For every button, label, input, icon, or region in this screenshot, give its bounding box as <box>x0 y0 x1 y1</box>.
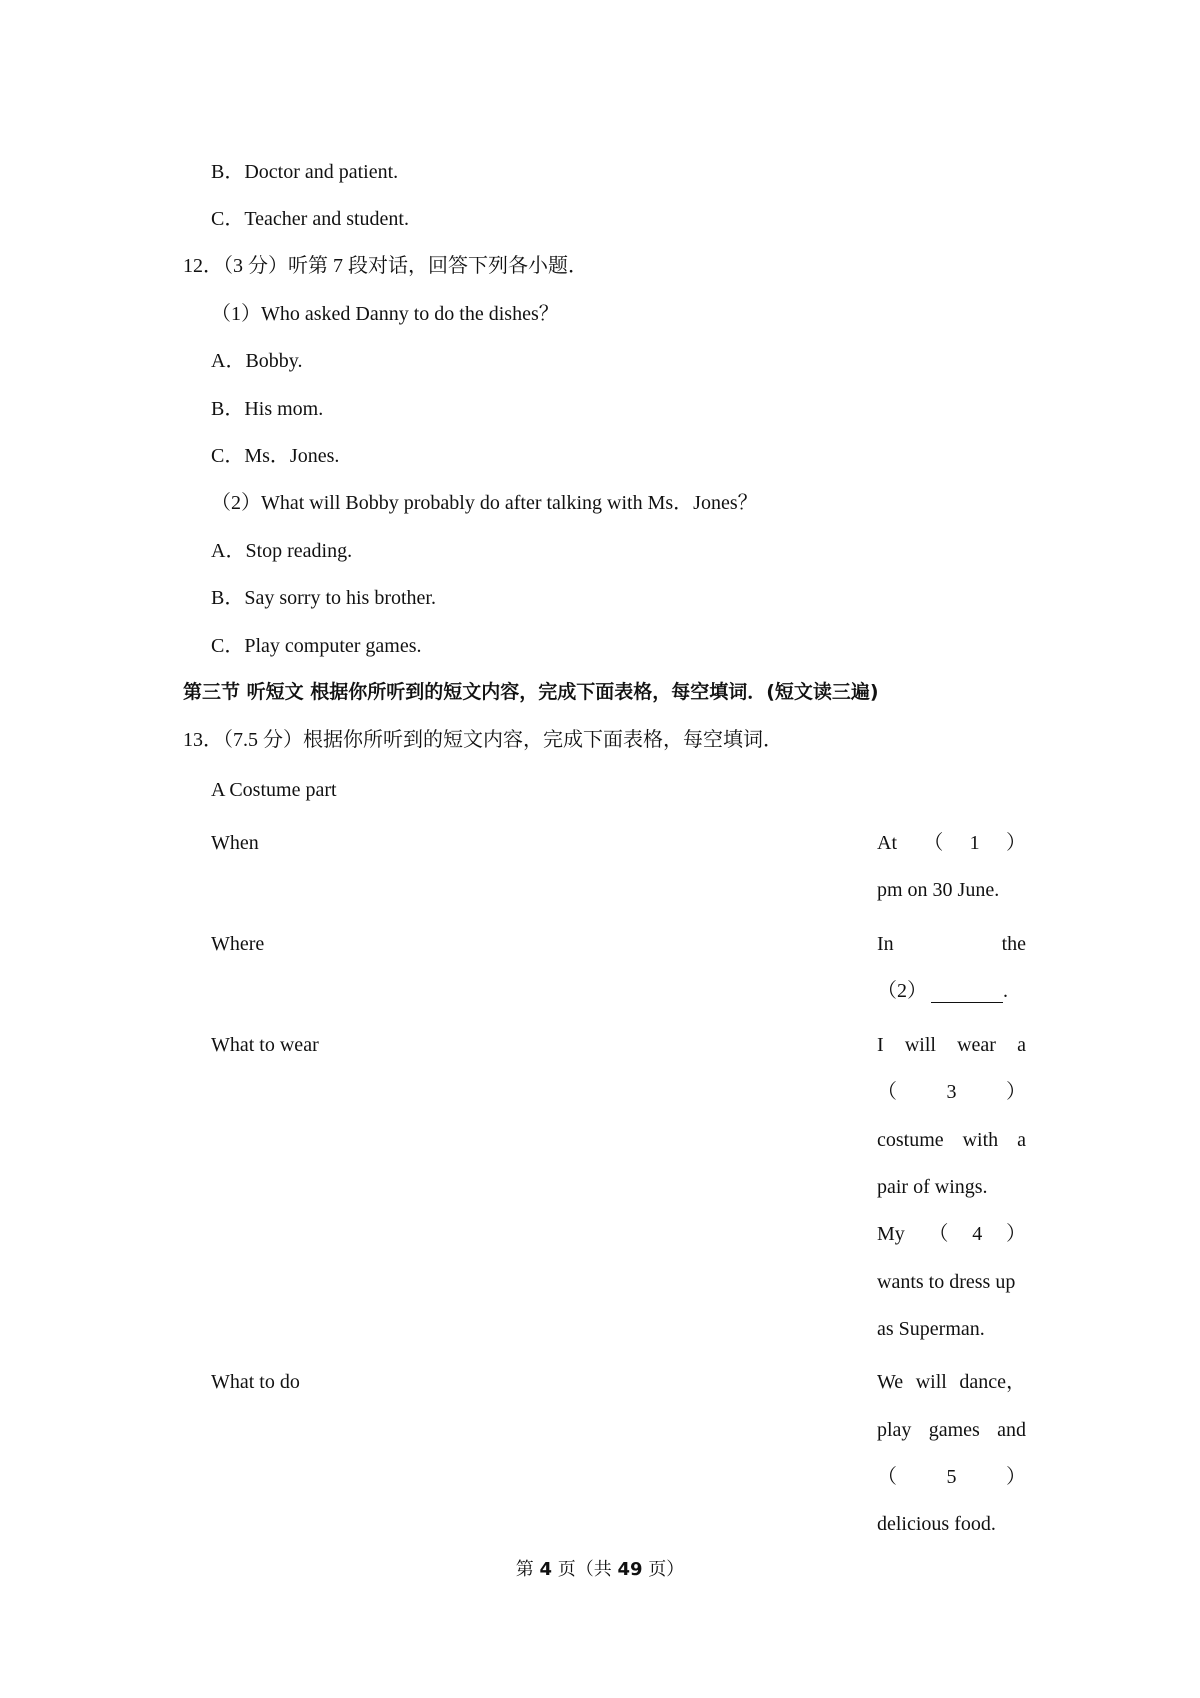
word: play <box>877 1419 912 1441</box>
q12-sub2-option-b: B．Say sorry to his brother. <box>211 587 436 609</box>
q11-option-c: C．Teacher and student. <box>211 208 409 230</box>
q13-wear-line-1 <box>877 1033 1026 1057</box>
q13-row-label-what-to-wear: What to wear <box>211 1034 319 1056</box>
footer-middle: 页（共 <box>552 1559 618 1580</box>
footer-suffix: 页） <box>642 1559 685 1580</box>
period: . <box>1003 980 1008 1002</box>
q13-where-line-1 <box>877 932 1026 956</box>
word: In <box>877 933 894 955</box>
word: I <box>877 1034 884 1056</box>
blank-number: 4 <box>972 1223 983 1245</box>
q13-do-line-1 <box>877 1370 1026 1394</box>
word: games <box>928 1419 980 1441</box>
word: At <box>877 832 897 854</box>
word: the <box>1001 933 1026 955</box>
q12-sub2-option-c: C．Play computer games. <box>211 635 422 657</box>
section3-heading: 第三节 听短文 根据你所听到的短文内容，完成下面表格，每空填词．(短文读三遍) <box>183 681 879 703</box>
word: with <box>962 1129 999 1151</box>
paren-open: （ <box>877 1466 897 1488</box>
paren-open: （ <box>928 1223 949 1245</box>
q13-wear-line-6: wants to dress up <box>877 1271 1016 1293</box>
word: My <box>877 1223 905 1245</box>
q13-table-title: A Costume part <box>211 779 337 801</box>
paren-close: ） <box>1006 1466 1026 1488</box>
answer-blank-line <box>931 982 1003 1003</box>
q13-where-line-2 <box>877 979 1026 1003</box>
q13-wear-line-5 <box>877 1222 1026 1246</box>
page-footer <box>0 1558 1200 1582</box>
q13-when-line-2: pm on 30 June. <box>877 879 1000 901</box>
q12-sub1-question: （1）Who asked Danny to do the dishes？ <box>211 303 559 325</box>
blank-number: （2） <box>877 980 927 1002</box>
footer-total-pages: 49 <box>617 1559 643 1580</box>
q13-wear-line-2 <box>877 1080 1026 1104</box>
paren-open: （ <box>877 1081 897 1103</box>
q12-sub1-option-b: B．His mom. <box>211 398 324 420</box>
footer-page-number: 4 <box>539 1559 552 1580</box>
paren-open: （ <box>923 832 944 854</box>
word: will <box>915 1371 947 1393</box>
word: and <box>997 1419 1026 1441</box>
q12-sub2-option-a: A．Stop reading. <box>211 540 353 562</box>
paren-close: ） <box>1005 832 1026 854</box>
q12-sub2-question: （2）What will Bobby probably do after talking with Ms．Jones？ <box>211 492 758 514</box>
word: costume <box>877 1129 944 1151</box>
q13-do-line-4: delicious food. <box>877 1513 996 1535</box>
q13-row-label-what-to-do: What to do <box>211 1371 300 1393</box>
q13-row-label-where: Where <box>211 933 265 955</box>
blank-number: 5 <box>946 1466 957 1488</box>
blank-number: 3 <box>946 1081 957 1103</box>
word: a <box>1017 1129 1026 1151</box>
q13-row-label-when: When <box>211 832 259 854</box>
q12-sub1-option-c: C．Ms．Jones. <box>211 445 340 467</box>
q12-sub1-option-a: A．Bobby. <box>211 350 303 372</box>
word: dance， <box>959 1371 1026 1393</box>
blank-number: 1 <box>969 832 980 854</box>
q11-option-b: B．Doctor and patient. <box>211 161 399 183</box>
word: We <box>877 1371 904 1393</box>
q13-when-line-1 <box>877 831 1026 855</box>
paren-close: ） <box>1006 1223 1026 1245</box>
footer-prefix: 第 <box>515 1559 540 1580</box>
q13-stem: 13．（7.5 分）根据你所听到的短文内容，完成下面表格，每空填词． <box>183 729 783 751</box>
q13-wear-line-7: as Superman. <box>877 1318 985 1340</box>
q13-wear-line-4: pair of wings. <box>877 1176 988 1198</box>
word: wear <box>957 1034 996 1056</box>
q13-do-line-3 <box>877 1465 1026 1489</box>
word: a <box>1017 1034 1026 1056</box>
q13-do-line-2 <box>877 1418 1026 1442</box>
q13-wear-line-3 <box>877 1128 1026 1152</box>
paren-close: ） <box>1006 1081 1026 1103</box>
word: will <box>904 1034 936 1056</box>
q12-stem: 12．（3 分）听第 7 段对话，回答下列各小题． <box>183 255 588 277</box>
